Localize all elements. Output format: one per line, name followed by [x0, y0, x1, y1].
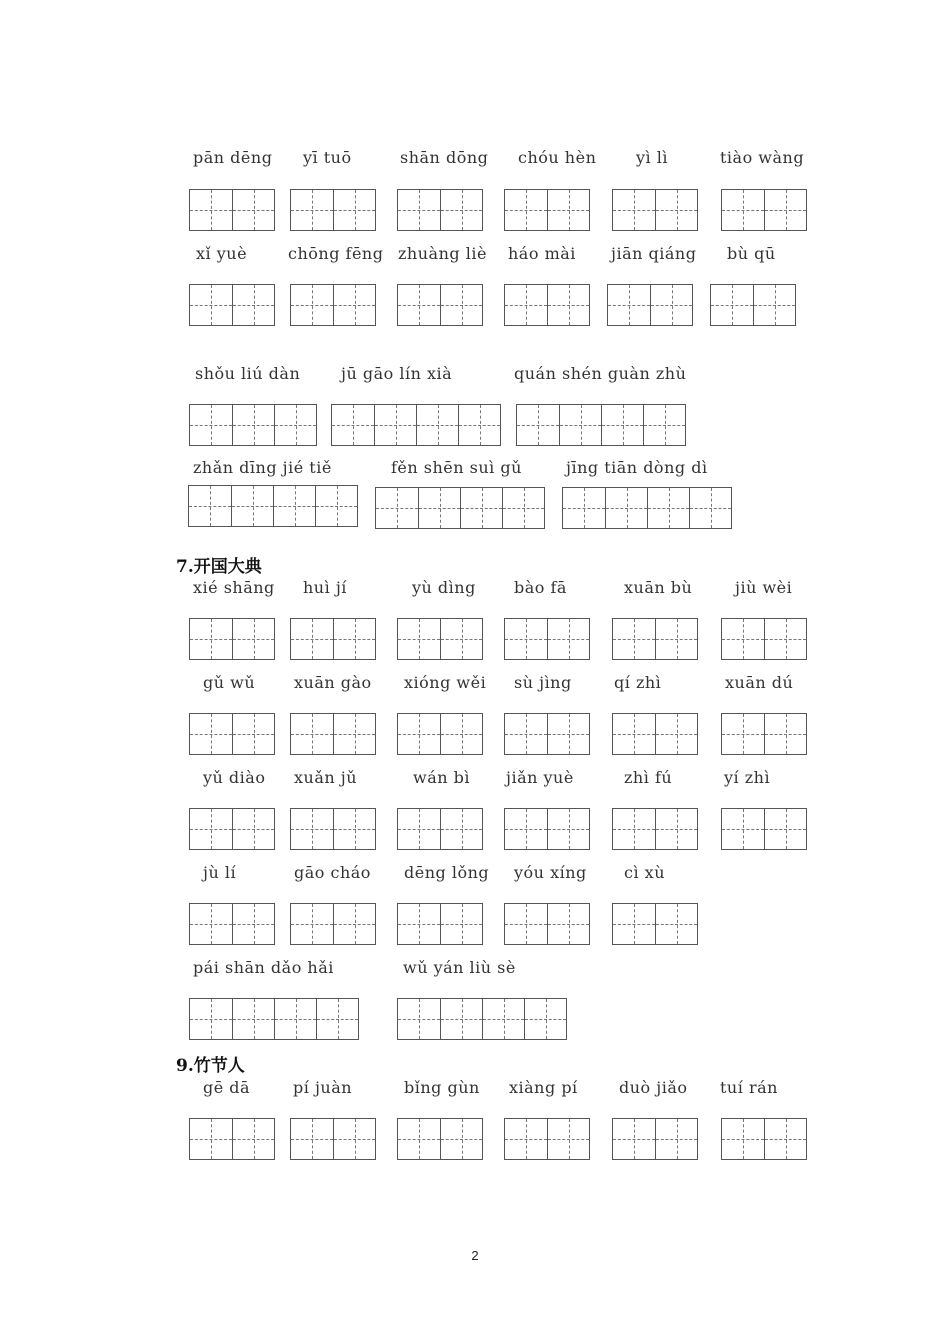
tian-zi-ge-cell[interactable] — [517, 405, 559, 445]
writing-grid[interactable] — [331, 404, 501, 446]
pinyin-label: pái shān dǎo hǎi — [193, 958, 334, 977]
tian-zi-ge-cell[interactable] — [232, 619, 274, 659]
tian-zi-ge-cell[interactable] — [505, 619, 547, 659]
tian-zi-ge-cell[interactable] — [291, 619, 333, 659]
writing-grid[interactable] — [189, 903, 275, 945]
writing-grid[interactable] — [188, 485, 358, 527]
writing-grid[interactable] — [189, 1118, 275, 1160]
tian-zi-ge-cell[interactable] — [655, 1119, 697, 1159]
tian-zi-ge-cell[interactable] — [398, 619, 440, 659]
tian-zi-ge-cell[interactable] — [333, 809, 375, 849]
pinyin-label: yī tuō — [303, 148, 352, 167]
pinyin-label: jù lí — [203, 863, 237, 882]
tian-zi-ge-cell[interactable] — [232, 904, 274, 944]
tian-zi-ge-cell[interactable] — [232, 285, 274, 325]
section-7-title: 7.开国大典 — [176, 557, 262, 577]
tian-zi-ge-cell[interactable] — [274, 999, 316, 1039]
tian-zi-ge-cell[interactable] — [689, 488, 731, 528]
tian-zi-ge-cell[interactable] — [398, 904, 440, 944]
writing-grid[interactable] — [504, 189, 590, 231]
writing-grid[interactable] — [290, 903, 376, 945]
tian-zi-ge-cell[interactable] — [722, 619, 764, 659]
writing-grid[interactable] — [189, 998, 359, 1040]
writing-grid[interactable] — [710, 284, 796, 326]
pinyin-label: xuān gào — [294, 673, 372, 692]
pinyin-label: bǐng gùn — [404, 1078, 480, 1097]
writing-grid[interactable] — [612, 808, 698, 850]
pinyin-label: tiào wàng — [720, 148, 805, 167]
pinyin-label: yǔ diào — [203, 768, 266, 787]
tian-zi-ge-cell[interactable] — [505, 190, 547, 230]
writing-grid[interactable] — [504, 808, 590, 850]
pinyin-label: dēng lǒng — [404, 863, 490, 882]
pinyin-label: yóu xíng — [514, 863, 587, 882]
tian-zi-ge-cell[interactable] — [416, 405, 458, 445]
writing-grid[interactable] — [504, 1118, 590, 1160]
tian-zi-ge-cell[interactable] — [190, 809, 232, 849]
tian-zi-ge-cell[interactable] — [291, 714, 333, 754]
tian-zi-ge-cell[interactable] — [190, 405, 232, 445]
writing-grid[interactable] — [290, 713, 376, 755]
tian-zi-ge-cell[interactable] — [613, 904, 655, 944]
tian-zi-ge-cell[interactable] — [232, 1119, 274, 1159]
tian-zi-ge-cell[interactable] — [398, 285, 440, 325]
pinyin-label: wǔ yán liù sè — [403, 958, 516, 977]
tian-zi-ge-cell[interactable] — [190, 619, 232, 659]
pinyin-label: shǒu liú dàn — [195, 364, 301, 383]
pinyin-label: bào fā — [514, 578, 567, 597]
section-9-title: 9.竹节人 — [176, 1056, 245, 1076]
writing-grid[interactable] — [290, 284, 376, 326]
writing-grid[interactable] — [721, 189, 807, 231]
tian-zi-ge-cell[interactable] — [232, 809, 274, 849]
tian-zi-ge-cell[interactable] — [458, 405, 500, 445]
tian-zi-ge-cell[interactable] — [650, 285, 692, 325]
tian-zi-ge-cell[interactable] — [274, 405, 316, 445]
tian-zi-ge-cell[interactable] — [190, 904, 232, 944]
tian-zi-ge-cell[interactable] — [563, 488, 605, 528]
tian-zi-ge-cell[interactable] — [655, 190, 697, 230]
tian-zi-ge-cell[interactable] — [482, 999, 524, 1039]
tian-zi-ge-cell[interactable] — [333, 619, 375, 659]
pinyin-label: zhì fú — [624, 768, 673, 787]
pinyin-label: xuǎn jǔ — [294, 768, 358, 787]
writing-grid[interactable] — [612, 903, 698, 945]
writing-grid[interactable] — [516, 404, 686, 446]
pinyin-label: gāo cháo — [294, 863, 371, 882]
pinyin-label: xuān dú — [725, 673, 794, 692]
pinyin-label: xǐ yuè — [196, 244, 248, 263]
tian-zi-ge-cell[interactable] — [190, 1119, 232, 1159]
writing-grid[interactable] — [189, 189, 275, 231]
tian-zi-ge-cell[interactable] — [547, 285, 589, 325]
tian-zi-ge-cell[interactable] — [291, 904, 333, 944]
tian-zi-ge-cell[interactable] — [376, 488, 418, 528]
tian-zi-ge-cell[interactable] — [547, 1119, 589, 1159]
tian-zi-ge-cell[interactable] — [613, 714, 655, 754]
tian-zi-ge-cell[interactable] — [505, 1119, 547, 1159]
writing-grid[interactable] — [397, 618, 483, 660]
writing-grid[interactable] — [397, 284, 483, 326]
writing-grid[interactable] — [189, 404, 317, 446]
tian-zi-ge-cell[interactable] — [190, 714, 232, 754]
tian-zi-ge-cell[interactable] — [273, 486, 315, 526]
tian-zi-ge-cell[interactable] — [764, 190, 806, 230]
tian-zi-ge-cell[interactable] — [291, 190, 333, 230]
writing-grid[interactable] — [612, 618, 698, 660]
pinyin-label: bù qū — [727, 244, 776, 263]
tian-zi-ge-cell[interactable] — [190, 190, 232, 230]
tian-zi-ge-cell[interactable] — [333, 1119, 375, 1159]
writing-grid[interactable] — [504, 618, 590, 660]
pinyin-label: xuān bù — [624, 578, 693, 597]
writing-grid[interactable] — [607, 284, 693, 326]
tian-zi-ge-cell[interactable] — [613, 619, 655, 659]
tian-zi-ge-cell[interactable] — [722, 714, 764, 754]
pinyin-label: jiǎn yuè — [506, 768, 574, 787]
tian-zi-ge-cell[interactable] — [764, 1119, 806, 1159]
tian-zi-ge-cell[interactable] — [398, 1119, 440, 1159]
tian-zi-ge-cell[interactable] — [505, 904, 547, 944]
tian-zi-ge-cell[interactable] — [601, 405, 643, 445]
tian-zi-ge-cell[interactable] — [613, 190, 655, 230]
tian-zi-ge-cell[interactable] — [440, 1119, 482, 1159]
tian-zi-ge-cell[interactable] — [722, 190, 764, 230]
tian-zi-ge-cell[interactable] — [418, 488, 460, 528]
pinyin-label: huì jí — [303, 578, 347, 597]
pinyin-label: qí zhì — [614, 673, 662, 692]
pinyin-label: quán shén guàn zhù — [514, 364, 687, 383]
tian-zi-ge-cell[interactable] — [316, 999, 358, 1039]
pinyin-label: zhǎn dīng jié tiě — [193, 458, 332, 477]
tian-zi-ge-cell[interactable] — [398, 714, 440, 754]
pinyin-label: jiān qiáng — [611, 244, 697, 263]
tian-zi-ge-cell[interactable] — [505, 285, 547, 325]
tian-zi-ge-cell[interactable] — [232, 405, 274, 445]
pinyin-label: zhuàng liè — [398, 244, 487, 263]
tian-zi-ge-cell[interactable] — [291, 809, 333, 849]
writing-grid[interactable] — [504, 903, 590, 945]
tian-zi-ge-cell[interactable] — [547, 619, 589, 659]
tian-zi-ge-cell[interactable] — [613, 809, 655, 849]
pinyin-label: fěn shēn suì gǔ — [391, 458, 522, 477]
writing-grid[interactable] — [721, 618, 807, 660]
writing-grid[interactable] — [397, 189, 483, 231]
pinyin-label: duò jiǎo — [619, 1078, 688, 1097]
tian-zi-ge-cell[interactable] — [613, 1119, 655, 1159]
tian-zi-ge-cell[interactable] — [440, 285, 482, 325]
writing-grid[interactable] — [612, 713, 698, 755]
tian-zi-ge-cell[interactable] — [332, 405, 374, 445]
pinyin-label: wán bì — [413, 768, 470, 787]
writing-grid[interactable] — [721, 1118, 807, 1160]
tian-zi-ge-cell[interactable] — [505, 809, 547, 849]
writing-grid[interactable] — [504, 713, 590, 755]
pinyin-label: xiàng pí — [509, 1078, 578, 1097]
tian-zi-ge-cell[interactable] — [440, 809, 482, 849]
tian-zi-ge-cell[interactable] — [440, 904, 482, 944]
tian-zi-ge-cell[interactable] — [547, 809, 589, 849]
tian-zi-ge-cell[interactable] — [231, 486, 273, 526]
pinyin-label: jīng tiān dòng dì — [566, 458, 708, 477]
pinyin-label: gē dā — [203, 1078, 251, 1097]
pinyin-label: gǔ wǔ — [203, 673, 256, 692]
tian-zi-ge-cell[interactable] — [655, 904, 697, 944]
tian-zi-ge-cell[interactable] — [440, 190, 482, 230]
tian-zi-ge-cell[interactable] — [608, 285, 650, 325]
tian-zi-ge-cell[interactable] — [643, 405, 685, 445]
tian-zi-ge-cell[interactable] — [764, 714, 806, 754]
tian-zi-ge-cell[interactable] — [547, 190, 589, 230]
pinyin-label: sù jìng — [514, 673, 572, 692]
tian-zi-ge-cell[interactable] — [232, 714, 274, 754]
tian-zi-ge-cell[interactable] — [722, 809, 764, 849]
tian-zi-ge-cell[interactable] — [440, 714, 482, 754]
tian-zi-ge-cell[interactable] — [655, 809, 697, 849]
tian-zi-ge-cell[interactable] — [460, 488, 502, 528]
pinyin-label: pí juàn — [293, 1078, 353, 1097]
tian-zi-ge-cell[interactable] — [232, 190, 274, 230]
writing-grid[interactable] — [721, 808, 807, 850]
pinyin-label: jiù wèi — [735, 578, 793, 597]
writing-grid[interactable] — [290, 1118, 376, 1160]
writing-grid[interactable] — [189, 808, 275, 850]
writing-grid[interactable] — [562, 487, 732, 529]
writing-grid[interactable] — [612, 1118, 698, 1160]
pinyin-label: shān dōng — [400, 148, 489, 167]
tian-zi-ge-cell[interactable] — [440, 999, 482, 1039]
writing-grid[interactable] — [290, 618, 376, 660]
writing-grid[interactable] — [397, 1118, 483, 1160]
writing-grid[interactable] — [189, 618, 275, 660]
pinyin-label: jū gāo lín xià — [341, 364, 453, 383]
tian-zi-ge-cell[interactable] — [547, 904, 589, 944]
pinyin-label: xióng wěi — [404, 673, 487, 692]
writing-grid[interactable] — [189, 284, 275, 326]
tian-zi-ge-cell[interactable] — [291, 285, 333, 325]
writing-grid[interactable] — [612, 189, 698, 231]
page-number: 2 — [471, 1248, 479, 1263]
writing-grid[interactable] — [504, 284, 590, 326]
writing-grid[interactable] — [397, 713, 483, 755]
tian-zi-ge-cell[interactable] — [333, 904, 375, 944]
tian-zi-ge-cell[interactable] — [440, 619, 482, 659]
writing-grid[interactable] — [290, 189, 376, 231]
tian-zi-ge-cell[interactable] — [333, 190, 375, 230]
tian-zi-ge-cell[interactable] — [232, 999, 274, 1039]
pinyin-label: cì xù — [624, 863, 665, 882]
tian-zi-ge-cell[interactable] — [711, 285, 753, 325]
tian-zi-ge-cell[interactable] — [647, 488, 689, 528]
tian-zi-ge-cell[interactable] — [333, 714, 375, 754]
tian-zi-ge-cell[interactable] — [374, 405, 416, 445]
tian-zi-ge-cell[interactable] — [190, 999, 232, 1039]
tian-zi-ge-cell[interactable] — [315, 486, 357, 526]
tian-zi-ge-cell[interactable] — [291, 1119, 333, 1159]
tian-zi-ge-cell[interactable] — [505, 714, 547, 754]
pinyin-label: tuí rán — [720, 1078, 778, 1097]
tian-zi-ge-cell[interactable] — [655, 619, 697, 659]
pinyin-label: yí zhì — [724, 768, 771, 787]
pinyin-label: pān dēng — [193, 148, 273, 167]
tian-zi-ge-cell[interactable] — [333, 285, 375, 325]
writing-grid[interactable] — [397, 903, 483, 945]
tian-zi-ge-cell[interactable] — [764, 619, 806, 659]
tian-zi-ge-cell[interactable] — [655, 714, 697, 754]
tian-zi-ge-cell[interactable] — [398, 190, 440, 230]
writing-grid[interactable] — [290, 808, 376, 850]
writing-grid[interactable] — [397, 998, 567, 1040]
writing-grid[interactable] — [721, 713, 807, 755]
pinyin-label: xié shāng — [193, 578, 275, 597]
tian-zi-ge-cell[interactable] — [764, 809, 806, 849]
pinyin-label: háo mài — [508, 244, 576, 263]
pinyin-label: yù dìng — [412, 578, 476, 597]
tian-zi-ge-cell[interactable] — [559, 405, 601, 445]
tian-zi-ge-cell[interactable] — [722, 1119, 764, 1159]
tian-zi-ge-cell[interactable] — [605, 488, 647, 528]
tian-zi-ge-cell[interactable] — [524, 999, 566, 1039]
tian-zi-ge-cell[interactable] — [398, 999, 440, 1039]
writing-grid[interactable] — [375, 487, 545, 529]
pinyin-label: chōng fēng — [288, 244, 384, 263]
writing-grid[interactable] — [397, 808, 483, 850]
writing-grid[interactable] — [189, 713, 275, 755]
pinyin-label: yì lì — [636, 148, 668, 167]
tian-zi-ge-cell[interactable] — [753, 285, 795, 325]
tian-zi-ge-cell[interactable] — [189, 486, 231, 526]
tian-zi-ge-cell[interactable] — [190, 285, 232, 325]
tian-zi-ge-cell[interactable] — [398, 809, 440, 849]
tian-zi-ge-cell[interactable] — [547, 714, 589, 754]
tian-zi-ge-cell[interactable] — [502, 488, 544, 528]
pinyin-label: chóu hèn — [518, 148, 597, 167]
